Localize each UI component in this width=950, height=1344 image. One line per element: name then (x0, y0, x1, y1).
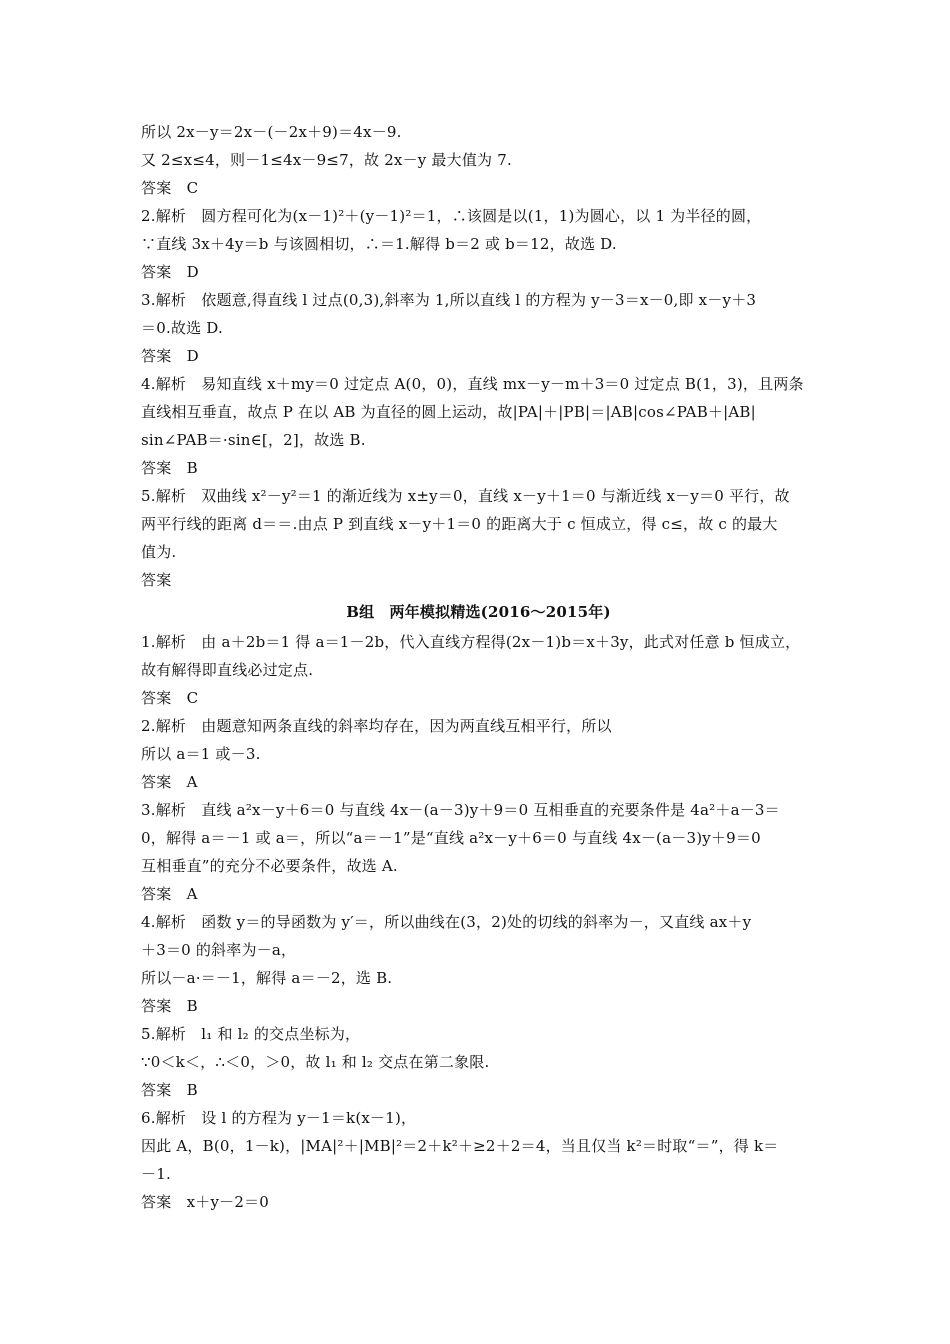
answer-line: 答案 B (141, 459, 198, 477)
answer-line: 答案 B (141, 1081, 198, 1099)
text-line: 值为. (141, 543, 177, 561)
text-line: 3.解析 依题意,得直线 l 过点(0,3),斜率为 1,所以直线 l 的方程为 y－3＝x－0,即 x－y＋3 (141, 291, 757, 309)
section-heading: B组 两年模拟精选(2016～2015年) (346, 603, 611, 621)
text-line: ∵0＜k＜，∴＜0，＞0，故 l₁ 和 l₂ 交点在第二象限. (141, 1053, 490, 1071)
text-line: ∵直线 3x＋4y＝b 与该圆相切，∴＝1.解得 b＝2 或 b＝12，故选 D. (141, 235, 617, 253)
text-line: 因此 A，B(0，1－k)，|MA|²＋|MB|²＝2＋k²＋≥2＋2＝4，当且仅当 k²＝时取“＝”，得 k＝ (141, 1137, 779, 1155)
text-line: 2.解析 圆方程可化为(x－1)²＋(y－1)²＝1，∴该圆是以(1，1)为圆心，以 1 为半径的圆， (141, 207, 762, 225)
answer-line: 答案 C (141, 179, 199, 197)
text-line: 故有解得即直线必过定点. (141, 661, 314, 679)
answer-line: 答案 D (141, 347, 199, 365)
text-line: 6.解析 设 l 的方程为 y－1＝k(x－1)， (141, 1109, 417, 1127)
text-line: ＝0.故选 D. (141, 319, 223, 337)
answer-line: 答案 C (141, 689, 199, 707)
text-line: 所以 2x－y＝2x－(－2x＋9)＝4x－9. (141, 123, 402, 141)
text-line: 5.解析 双曲线 x²－y²＝1 的渐近线为 x±y＝0，直线 x－y＋1＝0 与渐近线 x－y＝0 平行，故 (141, 487, 790, 505)
answer-line: 答案 x＋y－2＝0 (141, 1193, 270, 1211)
text-line: 3.解析 直线 a²x－y＋6＝0 与直线 4x－(a－3)y＋9＝0 互相垂直的充要条件是 4a²＋a－3＝ (141, 801, 780, 819)
text-line: 所以 a＝1 或－3. (141, 745, 261, 763)
text-line: 5.解析 l₁ 和 l₂ 的交点坐标为， (141, 1025, 361, 1043)
text-line: 1.解析 由 a＋2b＝1 得 a＝1－2b，代入直线方程得(2x－1)b＝x＋3y，此式对任意 b 恒成立， (141, 633, 801, 651)
answer-line: 答案 (141, 571, 172, 589)
text-line: 两平行线的距离 d＝＝.由点 P 到直线 x－y＋1＝0 的距离大于 c 恒成立，得 c≤，故 c 的最大 (141, 515, 778, 533)
answer-line: 答案 B (141, 997, 198, 1015)
answer-line: 答案 A (141, 885, 198, 903)
text-line: 互相垂直”的充分不必要条件，故选 A. (141, 857, 398, 875)
text-line: sin∠PAB＝·sin∈[，2]，故选 B. (141, 431, 366, 449)
text-line: ＋3＝0 的斜率为－a， (141, 941, 297, 959)
document-page (141, 118, 816, 1216)
text-line: 所以－a·＝－1，解得 a＝－2，选 B. (141, 969, 393, 987)
text-line: －1. (141, 1165, 171, 1183)
answer-line: 答案 D (141, 263, 199, 281)
text-line: 0，解得 a＝－1 或 a＝，所以“a＝－1”是“直线 a²x－y＋6＝0 与直线 4x－(a－3)y＋9＝0 (141, 829, 761, 847)
text-line: 4.解析 函数 y＝的导函数为 y′＝，所以曲线在(3，2)处的切线的斜率为－，又直线 ax＋y (141, 913, 752, 931)
text-line: 4.解析 易知直线 x＋my＝0 过定点 A(0，0)，直线 mx－y－m＋3＝0 过定点 B(1，3)，且两条 (141, 375, 804, 393)
text-line: 2.解析 由题意知两条直线的斜率均存在，因为两直线互相平行，所以 (141, 717, 612, 735)
answer-line: 答案 A (141, 773, 198, 791)
text-line: 直线相互垂直，故点 P 在以 AB 为直径的圆上运动，故|PA|＋|PB|＝|AB|cos∠PAB＋|AB| (141, 403, 756, 421)
text-line: 又 2≤x≤4，则－1≤4x－9≤7，故 2x－y 最大值为 7. (141, 151, 512, 169)
